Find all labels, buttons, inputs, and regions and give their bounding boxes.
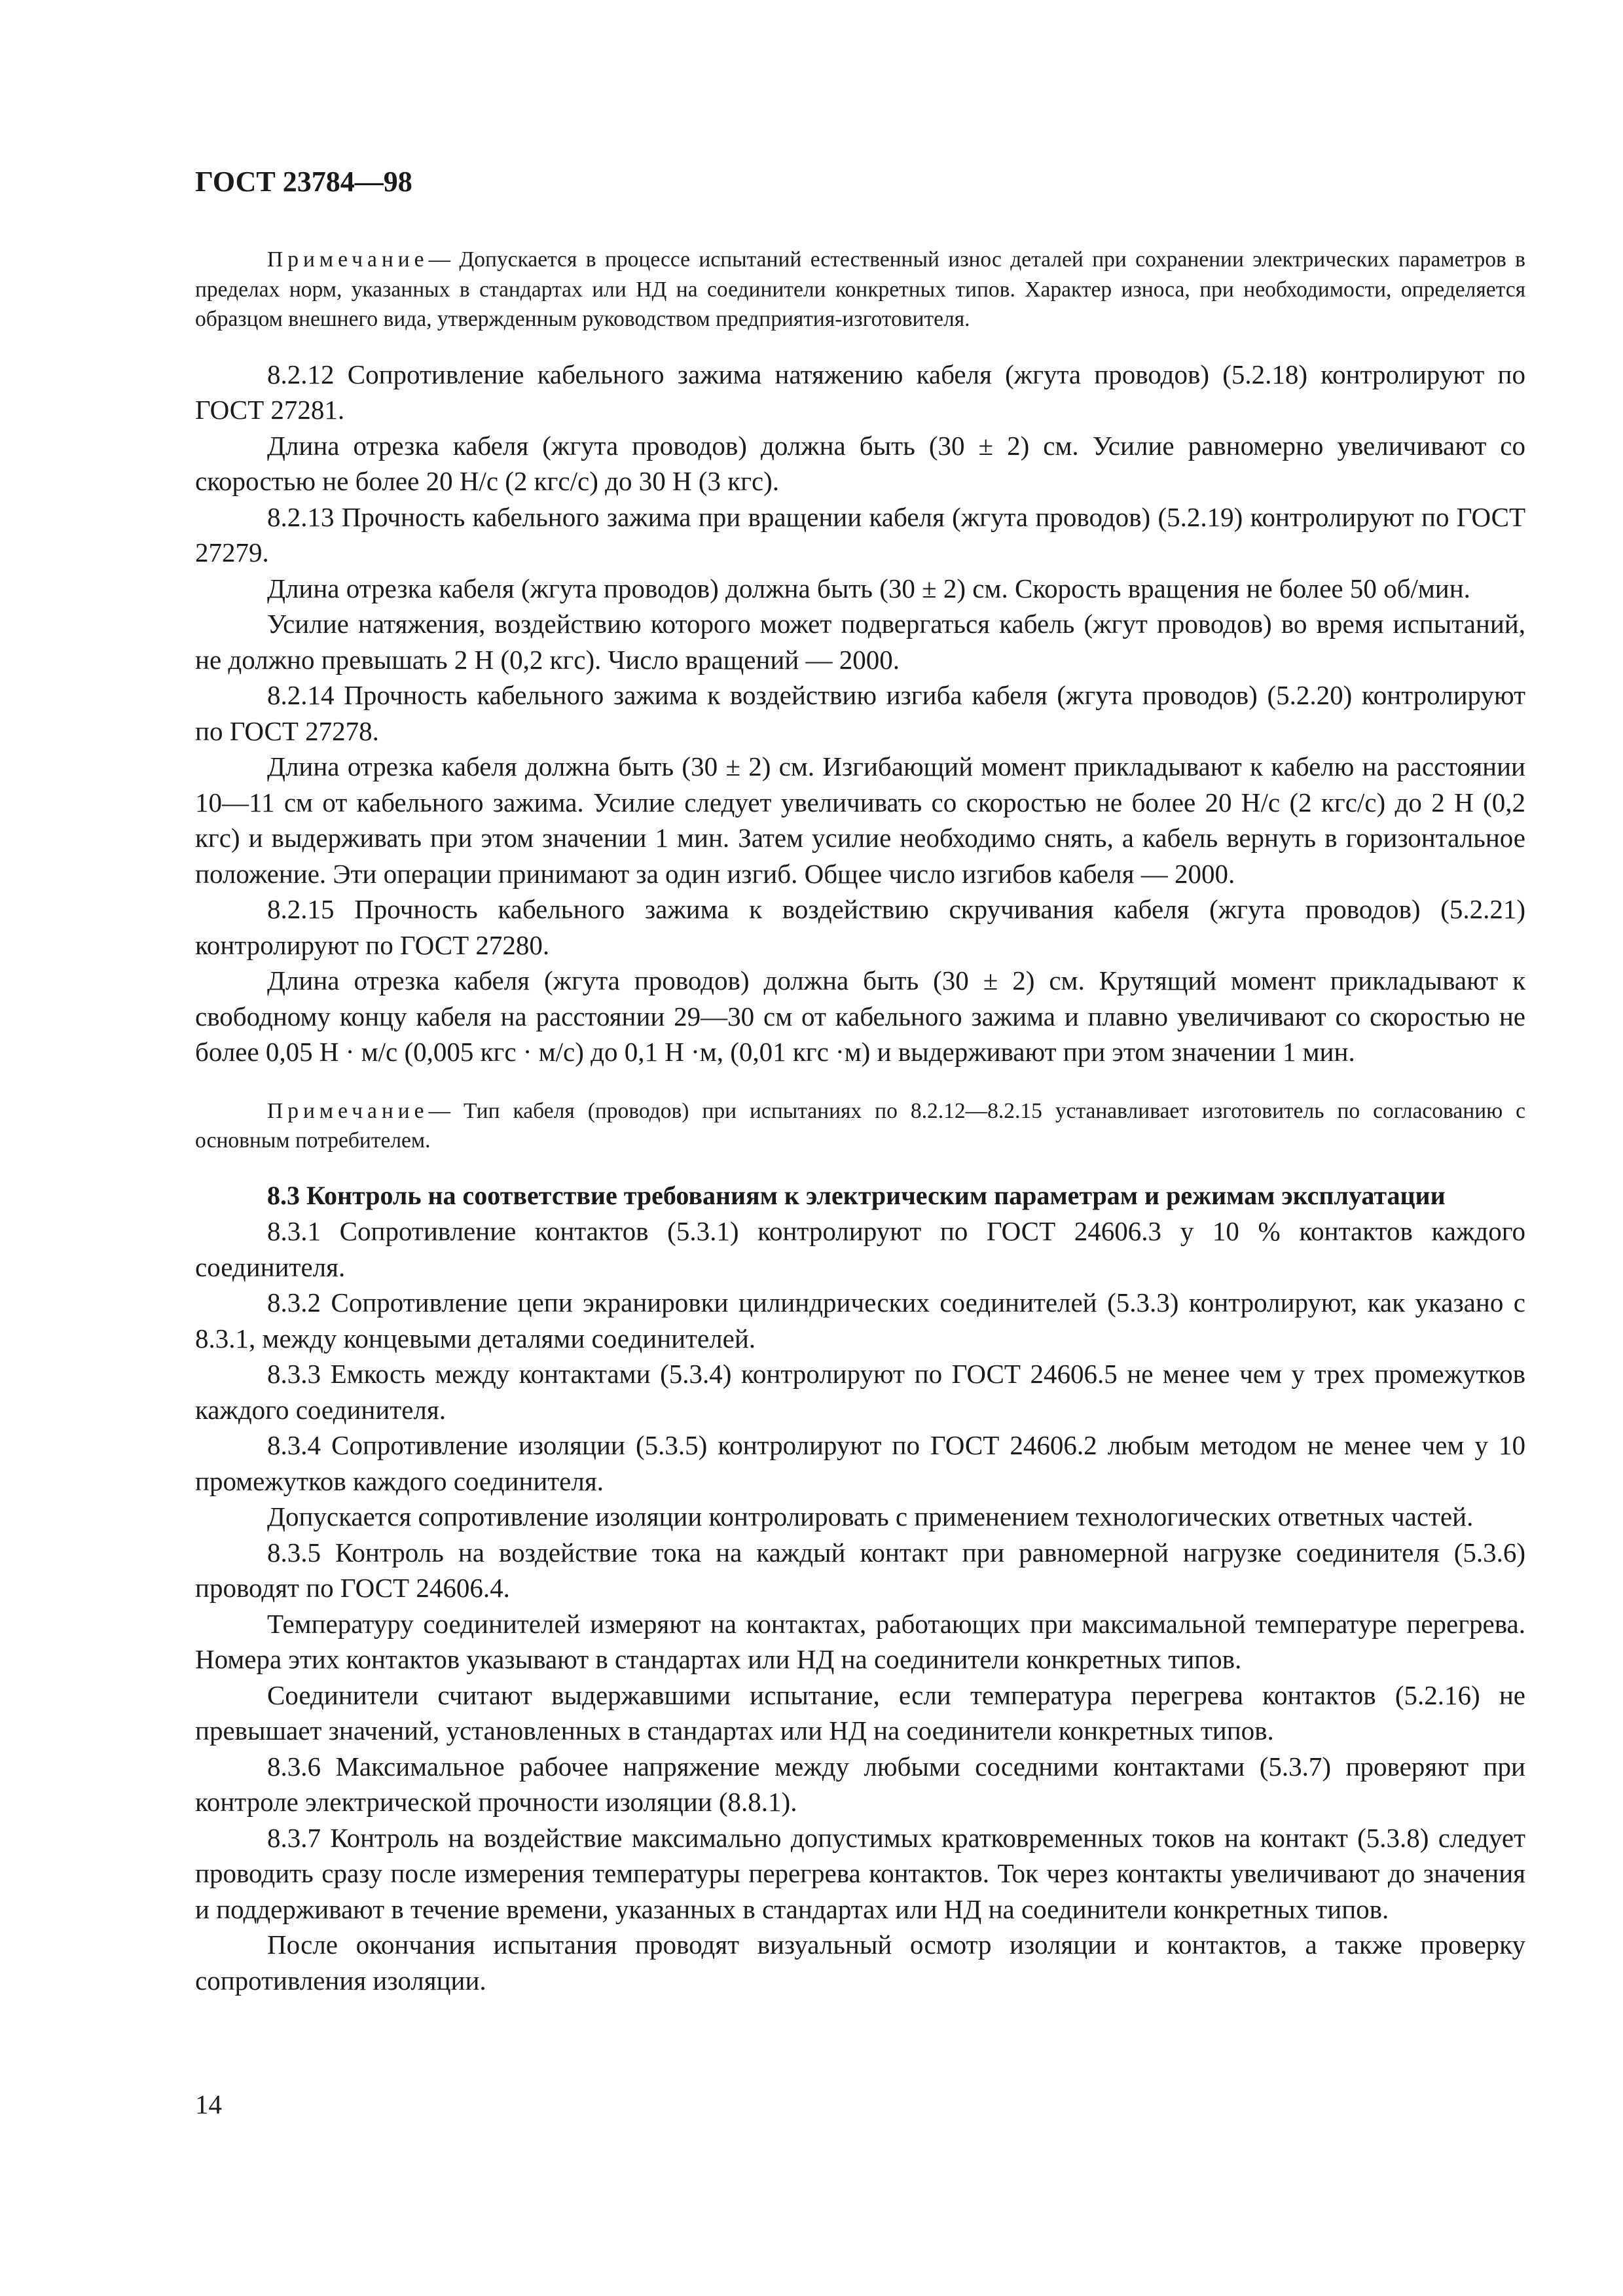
clause-8-2-12: 8.2.12 Сопротивление кабельного зажима натяжению кабеля (жгута проводов) (5.2.18) контролируют по ГОСТ 27281. xyxy=(195,359,1525,425)
clause-8-3-5: 8.3.5 Контроль на воздействие тока на каждый контакт при равномерной нагрузке соединителя (5.3.6) проводят по ГОСТ 24606.4. xyxy=(195,1537,1525,1603)
page-number: 14 xyxy=(195,2089,222,2119)
document-page xyxy=(195,164,1525,1998)
clause-8-3-2: 8.3.2 Сопротивление цепи экранировки цилиндрических соединителей (5.3.3) контролируют, как указано с 8.3.1, между концевыми деталями соединителей. xyxy=(195,1287,1525,1354)
clause-8-3-4: 8.3.4 Сопротивление изоляции (5.3.5) контролируют по ГОСТ 24606.2 любым методом не менее чем у 10 промежутков каждого соединителя. xyxy=(195,1430,1525,1496)
clause-8-3-7: 8.3.7 Контроль на воздействие максимально допустимых кратковременных токов на контакт (5.3.8) следует проводить сразу после измерения температуры перегрева контактов. Ток через контакты увеличивают до значения и поддерживают в течение времени, указанных в стандартах или НД на соединители конкретных типов. xyxy=(195,1822,1525,1924)
clause-8-3-3: 8.3.3 Емкость между контактами (5.3.4) контролируют по ГОСТ 24606.5 не менее чем у трех промежутков каждого соединителя. xyxy=(195,1359,1525,1425)
clause-8-2-15: 8.2.15 Прочность кабельного зажима к воздействию скручивания кабеля (жгута проводов) (5.2.21) контролируют по ГОСТ 27280. xyxy=(195,894,1525,960)
clause-8-3-1: 8.3.1 Сопротивление контактов (5.3.1) контролируют по ГОСТ 24606.3 у 10 % контактов каждого соединителя. xyxy=(195,1216,1525,1282)
note-label: Примечание xyxy=(267,247,429,272)
clause-paragraph: Длина отрезка кабеля должна быть (30 ± 2) см. Изгибающий момент прикладывают к кабелю на расстоянии 10—11 см от кабельного зажима. Усилие следует увеличивать со скоростью не более 20 Н/с (2 кгс/с) до 2 Н (0,2 кгс) и выдерживать при этом значении 1 мин. Затем усилие необходимо снять, а кабель вернуть в горизонтальное положение. Эти операции принимают за один изгиб. Общее число изгибов кабеля — 2000. xyxy=(195,751,1525,889)
clause-8-2-14: 8.2.14 Прочность кабельного зажима к воздействию изгиба кабеля (жгута проводов) (5.2.20) контролируют по ГОСТ 27278. xyxy=(195,680,1525,746)
clause-8-3-6: 8.3.6 Максимальное рабочее напряжение между любыми соседними контактами (5.3.7) проверяют при контроле электрической прочности изоляции (8.8.1). xyxy=(195,1751,1525,1817)
clause-paragraph: Длина отрезка кабеля (жгута проводов) должна быть (30 ± 2) см. Усилие равномерно увеличивают со скоростью не более 20 Н/с (2 кгс/с) до 30 Н (3 кгс). xyxy=(195,430,1525,496)
section-heading-8-3: 8.3 Контроль на соответствие требованиям к электрическим параметрам и режимам эксплуатации xyxy=(267,1180,1446,1210)
section-8-3 xyxy=(195,1178,1525,1999)
note-text: — Допускается в процессе испытаний естественный износ деталей при сохранении электрических параметров в пределах норм, указанных в стандартах или НД на соединители конкретных типов. Характер износа, при необходимости, определяется образцом внешнего вида, утвержденным руководством предприятия-изготовителя. xyxy=(195,247,1525,331)
clause-paragraph: Усилие натяжения, воздействию которого может подвергаться кабель (жгут проводов) во время испытаний, не должно превышать 2 Н (0,2 кгс). Число вращений — 2000. xyxy=(195,609,1525,675)
note-top xyxy=(195,245,1525,334)
note-middle xyxy=(195,1096,1525,1156)
clause-paragraph: Длина отрезка кабеля (жгута проводов) должна быть (30 ± 2) см. Крутящий момент прикладывают к свободному концу кабеля на расстоянии 29—30 см от кабельного зажима и плавно увеличивают со скоростью не более 0,05 Н · м/с (0,005 кгс · м/с) до 0,1 Н ·м, (0,01 кгс ·м) и выдерживают при этом значении 1 мин. xyxy=(195,965,1525,1067)
clause-paragraph: После окончания испытания проводят визуальный осмотр изоляции и контактов, а также проверку сопротивления изоляции. xyxy=(195,1929,1525,1996)
clause-paragraph: Температуру соединителей измеряют на контактах, работающих при максимальной температуре перегрева. Номера этих контактов указывают в стандартах или НД на соединители конкретных типов. xyxy=(195,1608,1525,1674)
note-text: — Тип кабеля (проводов) при испытаниях по 8.2.12—8.2.15 устанавливает изготовитель по согласованию с основным потребителем. xyxy=(195,1098,1525,1153)
clause-paragraph: Соединители считают выдержавшими испытание, если температура перегрева контактов (5.2.16) не превышает значений, установленных в стандартах или НД на соединители конкретных типов. xyxy=(195,1679,1525,1746)
note-label: Примечание xyxy=(267,1098,429,1123)
clause-paragraph: Длина отрезка кабеля (жгута проводов) должна быть (30 ± 2) см. Скорость вращения не более 50 об/мин. xyxy=(267,573,1470,603)
clause-8-2-13: 8.2.13 Прочность кабельного зажима при вращении кабеля (жгута проводов) (5.2.19) контролируют по ГОСТ 27279. xyxy=(195,501,1525,567)
document-code-header: ГОСТ 23784—98 xyxy=(195,166,412,198)
clauses-8-2 xyxy=(195,357,1525,1070)
clause-paragraph: Допускается сопротивление изоляции контролировать с применением технологических ответных частей. xyxy=(267,1501,1474,1532)
